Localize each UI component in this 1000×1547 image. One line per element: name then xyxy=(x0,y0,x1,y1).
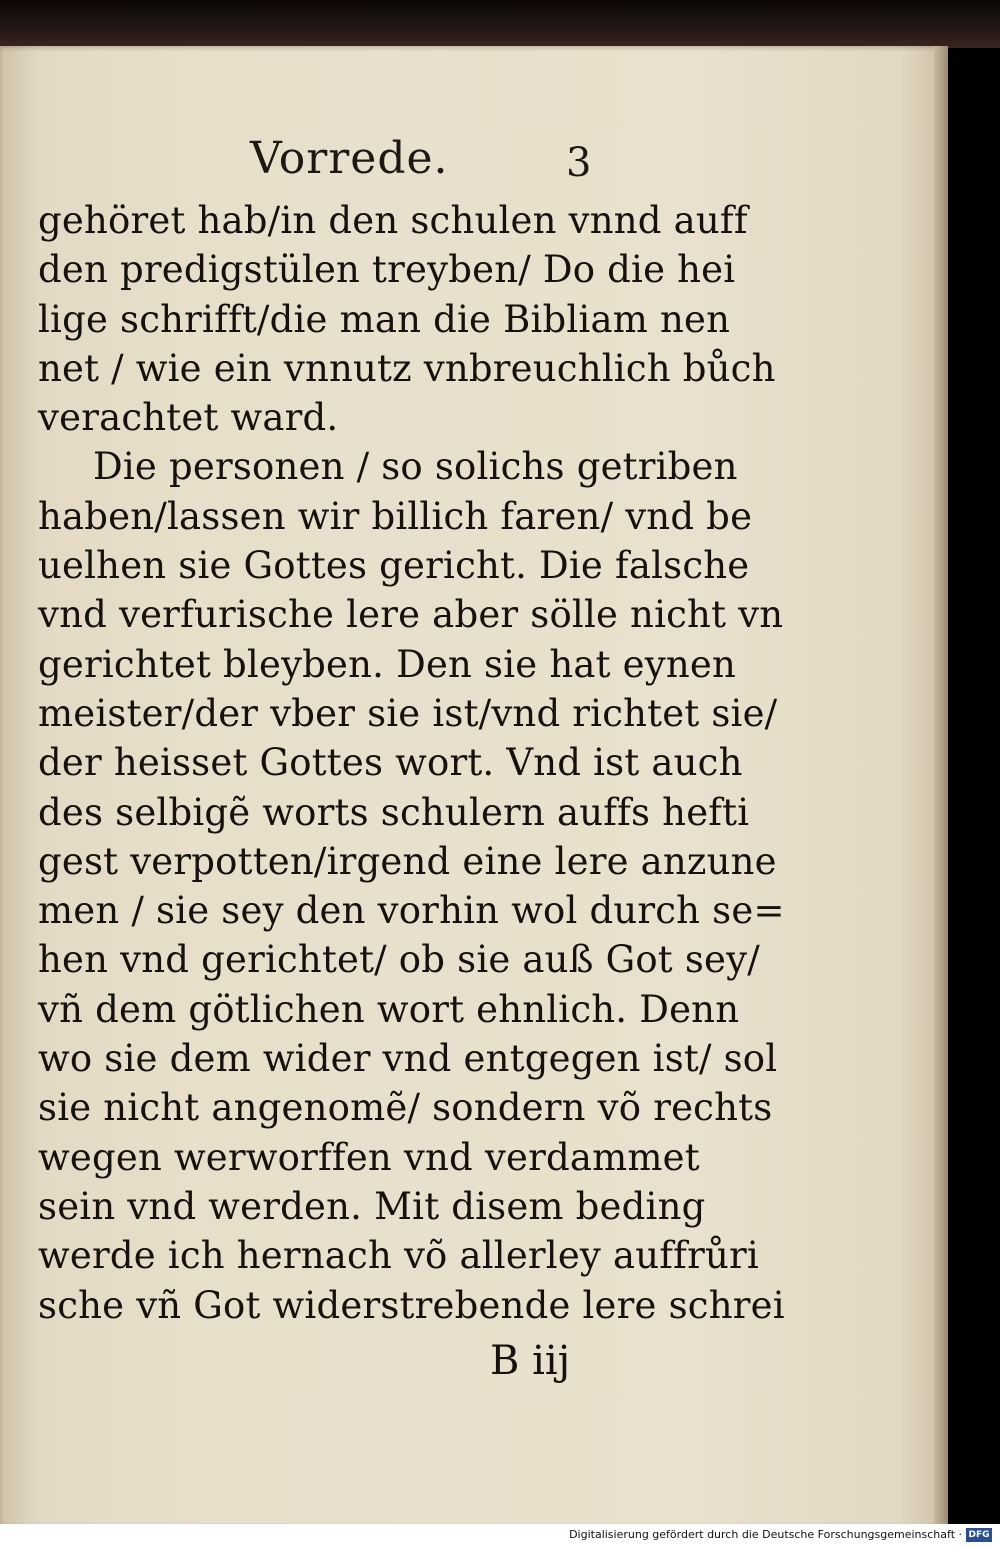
text-line: vnd verfurische lere aber sölle nicht vn xyxy=(38,593,784,637)
digitization-footer xyxy=(0,1524,1000,1547)
text-line: sie nicht angenomẽ/ sondern võ rechts xyxy=(38,1086,773,1130)
text-line: Die personen / so solichs getriben xyxy=(93,445,738,489)
dfg-logo: DFG xyxy=(966,1528,992,1542)
text-line: sein vnd werden. Mit disem beding xyxy=(38,1184,706,1228)
footer-credit: Digitalisierung gefördert durch die Deutsche Forschungsgemeinschaft · xyxy=(569,1528,962,1541)
text-line: men / sie sey den vorhin wol durch se= xyxy=(38,889,785,933)
text-line: net / wie ein vnnutz vnbreuchlich bůch xyxy=(38,346,776,390)
text-line: sche vñ Got widerstrebende lere schrei xyxy=(38,1283,785,1327)
signature-mark: B iij xyxy=(490,1338,571,1384)
page-fore-edge xyxy=(934,46,948,1524)
text-line: uelhen sie Gottes gericht. Die falsche xyxy=(38,544,750,588)
body-text xyxy=(38,196,785,1330)
text-line: der heisset Gottes wort. Vnd ist auch xyxy=(38,741,743,785)
text-line: hen vnd gerichtet/ ob sie auß Got sey/ xyxy=(38,938,760,982)
text-line: lige schrifft/die man die Bibliam nen xyxy=(38,297,731,341)
text-line: verachtet ward. xyxy=(38,396,339,440)
running-head: Vorrede. xyxy=(250,133,449,184)
text-line: gest verpotten/irgend eine lere anzune xyxy=(38,839,777,883)
text-line: haben/lassen wir billich faren/ vnd be xyxy=(38,494,753,538)
text-line: werde ich hernach võ allerley auffrůri xyxy=(38,1234,759,1278)
text-line: gehöret hab/in den schulen vnnd auff xyxy=(38,199,748,242)
text-line: vñ dem götlichen wort ehnlich. Denn xyxy=(38,987,740,1031)
text-line: des selbigẽ worts schulern auffs hefti xyxy=(38,790,750,834)
text-line: wegen werworffen vnd verdammet xyxy=(38,1135,700,1179)
page-number: 3 xyxy=(566,140,592,186)
text-line: gerichtet bleyben. Den sie hat eynen xyxy=(38,642,737,686)
text-line: wo sie dem wider vnd entgegen ist/ sol xyxy=(38,1037,778,1081)
text-line: den predigstülen treyben/ Do die hei xyxy=(38,248,736,292)
book-top-edge xyxy=(0,0,1000,48)
text-line: meister/der vber sie ist/vnd richtet sie/ xyxy=(38,691,778,735)
